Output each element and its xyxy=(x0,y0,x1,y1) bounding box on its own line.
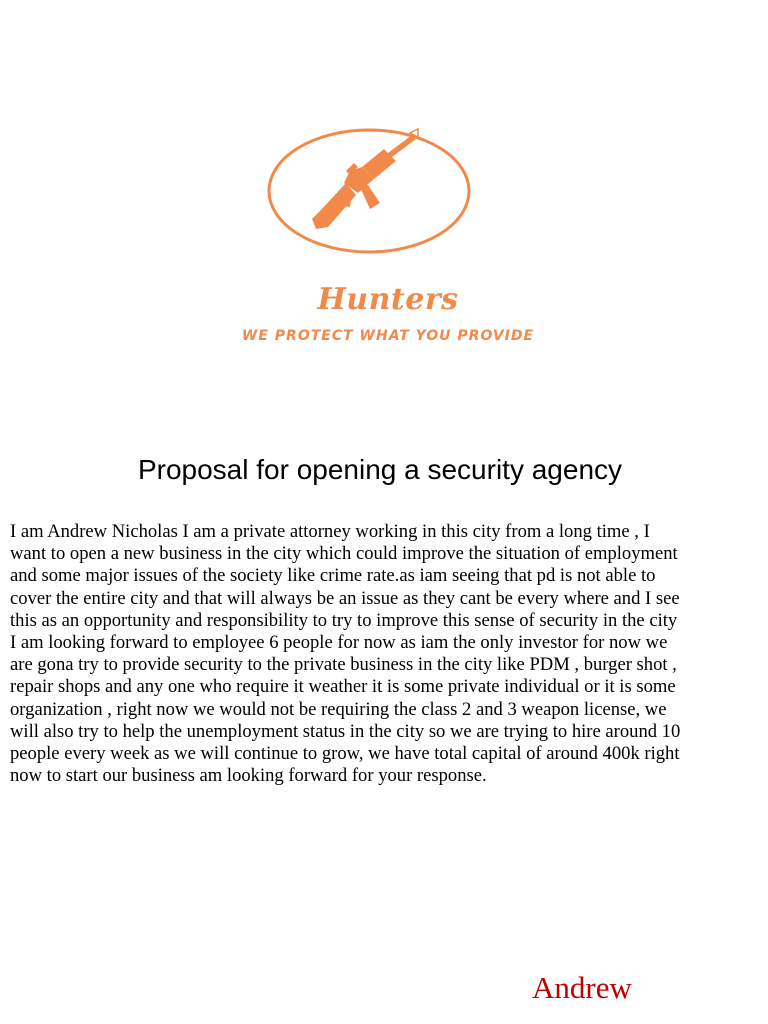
logo-emblem xyxy=(266,127,472,255)
document-title: Proposal for opening a security agency xyxy=(137,454,623,485)
document-body: I am Andrew Nicholas I am a private attorney working in this city from a long time , I want to open a new business in the city which could improve the situation of employment and some major issues of the society like crime rate.as iam seeing that pd is not able to cover the entire city and that will always be an issue as they cant be every where and I see this as an opportunity and responsibility to try to improve this sense of security in the city I am looking forward to employee 6 people for now as iam the only investor for now we are gona try to provide security to the private business in the city like PDM , burger shot , repair shops and any one who require it weather it is some private individual or it is some organization , right now we would not be requiring the class 2 and 3 weapon license, we will also try to help the unemployment status in the city so we are trying to hire around 10 people every week as we will continue to grow, we have total capital of around 400k right now to start our business am looking forward for your response. xyxy=(10,521,681,787)
signature: Andrew xyxy=(532,970,632,1005)
brand-name: Hunters xyxy=(317,282,459,317)
rifle-icon xyxy=(312,129,418,229)
brand-tagline: WE PROTECT WHAT YOU PROVIDE xyxy=(241,328,535,344)
